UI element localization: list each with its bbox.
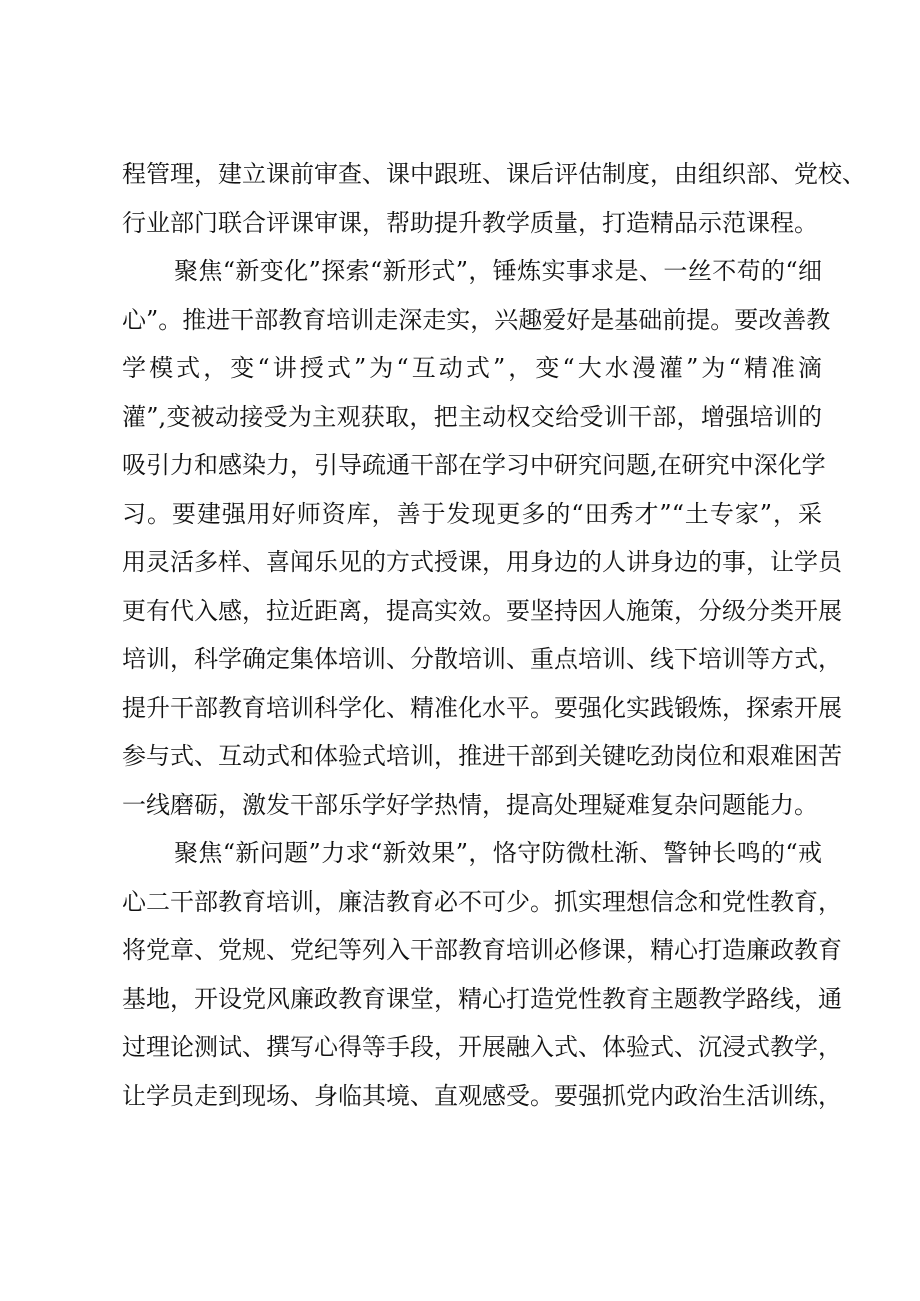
text-line: 更有代入感，拉近距离，提高实效。要坚持因人施策，分级分类开展 xyxy=(122,596,842,625)
paragraph-start-line: 聚焦“新问题”力求“新效果”，恪守防微杜渐、警钟长鸣的“戒 xyxy=(174,839,822,867)
text-line: 用灵活多样、喜闻乐见的方式授课，用身边的人讲身边的事，让学员 xyxy=(122,548,842,576)
text-line: 基地，开设党风廉政教育课堂，精心打造党性教育主题教学路线，通 xyxy=(122,984,842,1013)
text-line: 培训，科学确定集体培训、分散培训、重点培训、线下培训等方式， xyxy=(122,645,842,673)
text-line: 提升干部教育培训科学化、精准化水平。要强化实践锻炼，探索开展 xyxy=(122,693,842,722)
text-line: 习。要建强用好师资库，善于发现更多的“田秀才”“土专家”，采 xyxy=(122,499,822,528)
text-line: 将党章、党规、党纪等列入干部教育培训必修课，精心打造廉政教育 xyxy=(122,936,842,964)
paragraph-end-line: 一线磨砺，激发干部乐学好学热情，提高处理疑难复杂问题能力。 xyxy=(122,790,818,819)
text-line: 吸引力和感染力，引导疏通干部在学习中研究问题,在研究中深化学 xyxy=(122,451,826,479)
text-line: 过理论测试、撰写心得等手段，开展融入式、体验式、沉浸式教学， xyxy=(122,1033,842,1061)
text-line: 心二干部教育培训，廉洁教育必不可少。抓实理想信念和党性教育， xyxy=(122,887,842,916)
text-line: 让学员走到现场、身临其境、直观感受。要强抓党内政治生活训练， xyxy=(122,1081,842,1110)
text-line: 程管理，建立课前审查、课中跟班、课后评估制度，由组织部、党校、 xyxy=(122,160,866,188)
text-line: 学模式，变“讲授式”为“互动式”，变“大水漫灌”为“精准滴 xyxy=(122,354,822,382)
text-line: 灌”,变被动接受为主观获取，把主动权交给受训干部，增强培训的 xyxy=(122,402,822,431)
paragraph-end-line: 行业部门联合评课审课，帮助提升教学质量，打造精品示范课程。 xyxy=(122,208,818,237)
paragraph-start-line: 聚焦“新变化”探索“新形式”，锤炼实事求是、一丝不苟的“细 xyxy=(174,257,822,285)
document-body xyxy=(122,150,866,1120)
text-line: 参与式、互动式和体验式培训，推进干部到关键吃劲岗位和艰难困苦 xyxy=(122,742,842,770)
text-line: 心”。推进干部教育培训走深走实，兴趣爱好是基础前提。要改善教 xyxy=(122,305,831,334)
